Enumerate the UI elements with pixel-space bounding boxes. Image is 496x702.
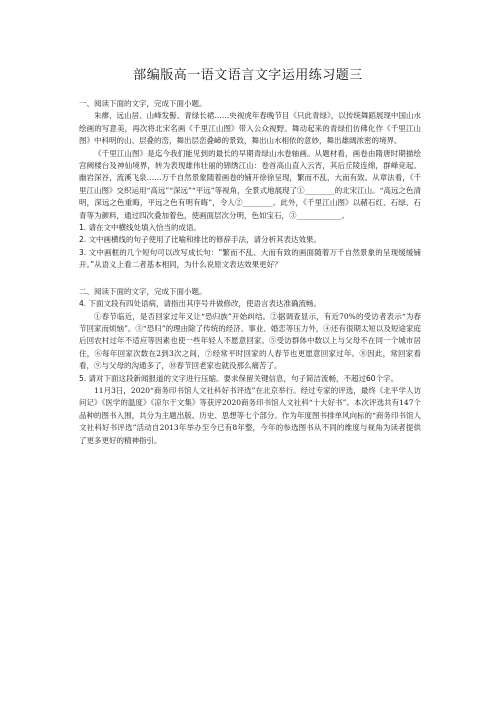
question-2: 2. 文中画横线的句子使用了比喻和排比的修辞手法，请分析其表达效果。 — [79, 235, 322, 245]
question-1: 1. 请在文中横线处填入恰当的成语。 — [79, 223, 202, 233]
question-3: 3. 文中画框的几个短句可以改写成长句：“繁而不乱、大而有致的画面随着万千自然景象的呈现缓缓铺开。”从语义上看二者基本相同，为什么说原文表达效果更好？ — [79, 247, 421, 270]
question-5: 5. 请对下面这段新闻报道的文字进行压缩。要求保留关键信息，句子简洁流畅，不超过60个字。 — [79, 373, 399, 383]
section-1-paragraph-2: 《千里江山图》是迄今我们能见到的最长的早期青绿山水卷轴画。从题材看，画卷由隋唐时期描绘宫阙楼台及神仙境界，转为表现雄伟壮丽的锦绣江山：卷首高山直入云宵，其后丘陵连绵，群峰竞起。幽岩深谷，流溪飞泉……万千自然景象随着画卷的铺开徐徐呈现，繁而不乱，大而有致。从章法看，《千里江山图》交织运用“高远”“深远”“平远”等视角，全景式地展现了①________的北宋江山。“高远之色清明，深远之色重晦，平远之色有明有晦”，令人②________。此外，《千里江山图》以赭石红、石绿、石青等为颜料，通过四次叠加着色，使画面层次分明，色如宝石，③____________。 — [79, 148, 421, 220]
section-1-heading: 一、阅读下面的文字，完成下面小题。 — [79, 99, 207, 108]
document-title: 部编版高一语文语言文字运用练习题三 — [133, 68, 363, 83]
document-body — [79, 96, 421, 447]
question-5-passage: 11月3日，2020“商务印书馆人文社科好书评选”在北京举行。经过专家的评选，最终《北平学人访问记》《医学的温度》《凉尔干文集》等获评2020商务印书馆人文社科“十大好书”。本次评选共有147个品种的图书入围，共分为主题出版、历史、思想等七个部分。作为年度图书排单风向标的“商务印书馆人文社科好书评选”活动自2013年举办至今已有8年整，今年的参选图书从不同的维度与视角为读者提供了更多更好的精神指引。 — [79, 385, 421, 445]
section-gap — [79, 272, 421, 284]
question-4-passage: ①春节临近，是否回家过年又让“恐归族”开始纠结。②据调查显示，有近70%的受访者表示“为春节回家而烦恼”。③“恐归”的理由除了传统的经济、事业、婚恋等压力外，④还有很期太短以及短途家庭后回农村过年不适应等因素也使一些年轻人不愿意回家。⑤受访群体中数以上与父母不在同一个城市居住，⑥每年回家次数在2到3次之间，⑦经常平时回家的人春节也更愿意回家过年。⑧因此，常回家看看，⑨与父母的沟通多了，⑩春节回老家也就没那么痛苦了。 — [79, 311, 421, 371]
section-1-paragraph-1: 朱瘳、远山居、山峰发髻、青绿长裙……央视虎年春晚节目《只此青绿》，以传统舞蹈展现中国山水绘画的写意美，再次将北宋名画《千里江山图》带入公众视野。舞动起来的青绿们仿佛化作《千里江山图》中科明的山、层叠的峦，舞出层峦叠嶂的景致，舞出山水相依的意妙，舞出雄阔浓密的境界。 — [79, 111, 421, 146]
question-4: 4. 下面文段有四处语病，请指出其序号并做修改，使语言表达准确流畅。 — [79, 299, 322, 309]
section-2-heading: 二、阅读下面的文字，完成下面小题。 — [79, 286, 207, 296]
